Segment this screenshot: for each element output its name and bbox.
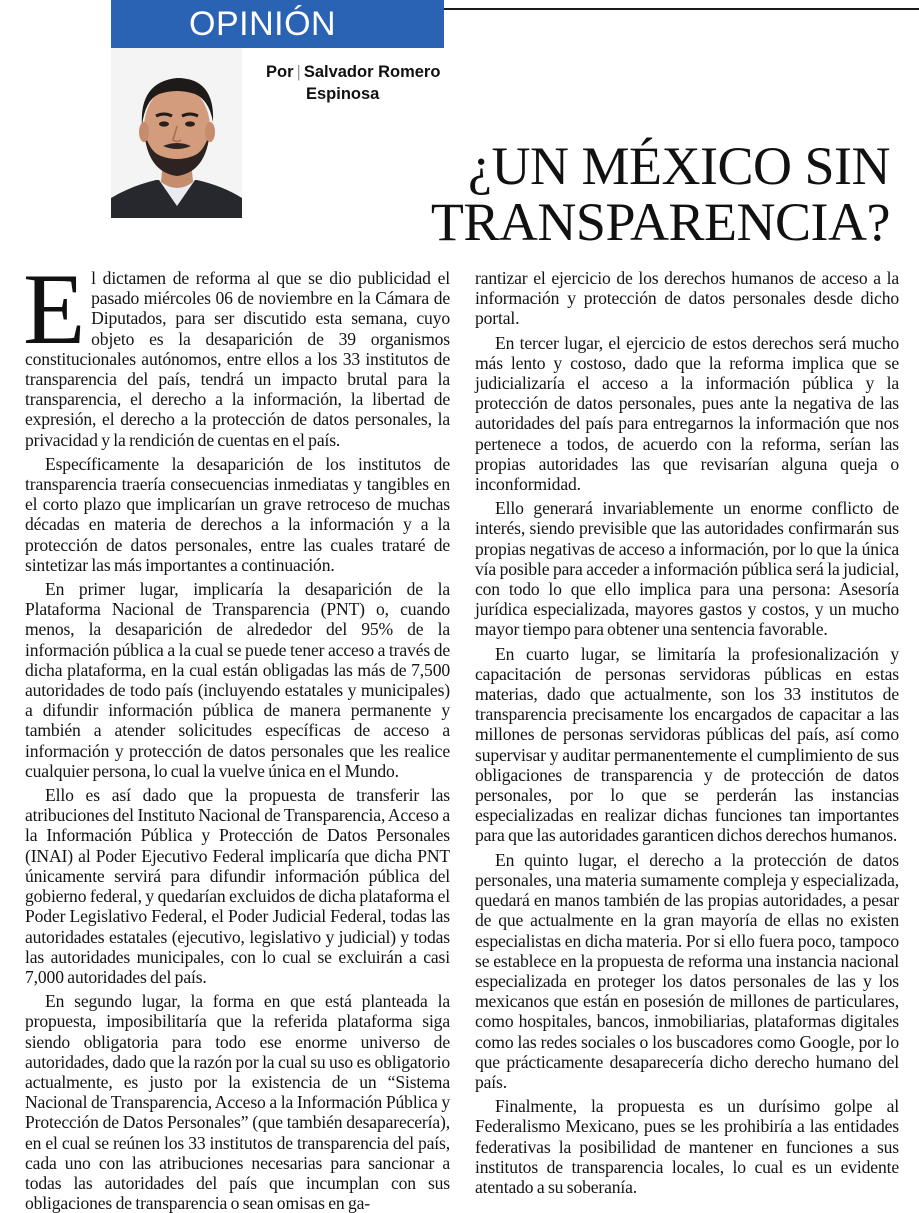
headline-line2: TRANSPARENCIA? — [430, 192, 890, 252]
drop-cap: E — [23, 253, 86, 366]
paragraph: En cuarto lugar, se limitaría la profesionalización y capacitación de personas servidoras públicas en estas materias, dado que actualmente, son los 33 institutos de transparencia precisamente los encargados de capacitar a las millones de personas servidoras públicas del país, así como supervisar y auditar permanentemente el cumplimiento de sus obligaciones de transparencia y de protección de datos personales, por lo que se perderán las instancias especializadas en realizar dichas funciones tan importantes para que las autoridades garanticen dichos derechos humanos. — [475, 643, 899, 846]
byline-prefix: Por — [266, 63, 294, 81]
top-rule — [444, 8, 919, 10]
author-name-line2: Espinosa — [306, 85, 380, 103]
byline — [266, 61, 466, 105]
paragraph: Ello es así dado que la propuesta de transferir las atribuciones del Instituto Nacional de Transparencia, Acceso a la Información Pública y Protección de Datos Personales (INAI) al Poder Ejecutivo Federal implicaría que dicha PNT únicamente servirá para difundir información pública del gobierno federal, y quedarían excluidos de dicha plataforma el Poder Legislativo Federal, el Poder Judicial Federal, todas las autoridades estatales (ejecutivo, legislativo y judicial) y todas las autoridades municipales, con lo cual se excluirán a casi 7,000 autoridades del país. — [25, 785, 450, 987]
author-name-line1: Salvador Romero — [303, 63, 441, 81]
paragraph: En quinto lugar, el derecho a la protección de datos personales, una materia sumamente compleja y especializada, quedará en manos también de las propias autoridades, a pesar de que actualmente en la gran mayoría de ellas no existen especialistas en dicha materia. Por si ello fuera poco, tampoco se establece en la propuesta de reforma una instancia nacional especializada en proteger los datos personales de las y los mexicanos que están en posesión de millones de particulares, como hospitales, bancos, inmobiliarias, plataformas digitales como las redes sociales o los buscadores como Google, por lo que prácticamente desaparecería dicho derecho humano del país. — [475, 849, 899, 1092]
paragraph: En segundo lugar, la forma en que está planteada la propuesta, imposibilitaría que la referida plataforma siga siendo obligatoria para todo ese enorme universo de autoridades, dado que la razón por la cual su uso es obligatorio actualmente, es justo por la existencia de un “Sistema Nacional de Transparencia, Acceso a la Información Pública y Protección de Datos Personales” (que también desaparecería), en el cual se reúnen los 33 institutos de transparencia del país, cada uno con las atribuciones necesarias para sancionar a todas las autoridades del país que incumplan con sus obligaciones de transparencia o sean omisas en ga- — [25, 991, 450, 1213]
paragraph: En primer lugar, implicaría la desaparición de la Plataforma Nacional de Transparencia (PNT) o, cuando menos, la desaparición de alrededor del 95% de la información pública a la cual se puede tener acceso a través de dicha plataforma, en la cual están obligadas las más de 7,500 autoridades de todo país (incluyendo estatales y municipales) a difundir información pública de manera permanente y también a atender solicitudes específicas de acceso a información y protección de datos personales que les realice cualquier persona, lo cual la vuelve única en el Mundo. — [25, 579, 450, 781]
section-label: OPINIÓN — [111, 0, 444, 48]
headline-line1: ¿UN MÉXICO SIN — [468, 136, 890, 196]
paragraph — [23, 253, 450, 450]
article-column-right — [475, 268, 899, 1197]
paragraph: Ello generará invariablemente un enorme conflicto de interés, siendo previsible que las autoridades confirmarán sus propias negativas de acceso a información, por lo que la única vía posible para acceder a información pública será la judicial, con todo lo que ello implica para una persona: Asesoría jurídica especializada, mayores gastos y costos, y un mucho mayor tiempo para obtener una sentencia favorable. — [475, 498, 899, 640]
paragraph-text: l dictamen de reforma al que se dio publicidad el pasado miércoles 06 de noviembre en la Cámara de Diputados, para ser discutido esta semana, cuyo objeto es la desaparición de 39 organismos constitucionales autónomos, entre ellos a los 33 institutos de transparencia del país, tendrá un impacto brutal para la transparencia, el derecho a la información, la libertad de expresión, el derecho a la protección de datos personales, la privacidad y la rendición de cuentas en el país. — [25, 268, 450, 450]
author-photo — [111, 48, 242, 218]
paragraph: En tercer lugar, el ejercicio de estos derechos será mucho más lento y costoso, dado que la reforma implica que se judicializaría el acceso a la información pública y la protección de datos personales, pues ante la negativa de las autoridades del país para entregarnos la información que nos pertenece a todos, de acuerdo con la reforma, serían las propias autoridades las que revisarían alguna queja o inconformidad. — [475, 332, 899, 495]
headline — [330, 138, 890, 250]
article-column-left — [23, 253, 450, 1213]
byline-separator: | — [296, 63, 301, 81]
paragraph: Específicamente la desaparición de los institutos de transparencia traería consecuencias inmediatas y tangibles en el corto plazo que implicarían un grave retroceso de muchas décadas en materia de derechos a la información y a la protección de datos personales, entre las cuales trataré de sintetizar las más importantes a continuación. — [25, 453, 450, 575]
paragraph: rantizar el ejercicio de los derechos humanos de acceso a la información y protección de datos personales desde dicho portal. — [475, 268, 899, 329]
paragraph: Finalmente, la propuesta es un durísimo golpe al Federalismo Mexicano, pues se les prohibiría a las entidades federativas la posibilidad de mantener en funciones a sus institutos de transparencia locales, lo cual es un evidente atentado a su soberanía. — [475, 1096, 899, 1197]
